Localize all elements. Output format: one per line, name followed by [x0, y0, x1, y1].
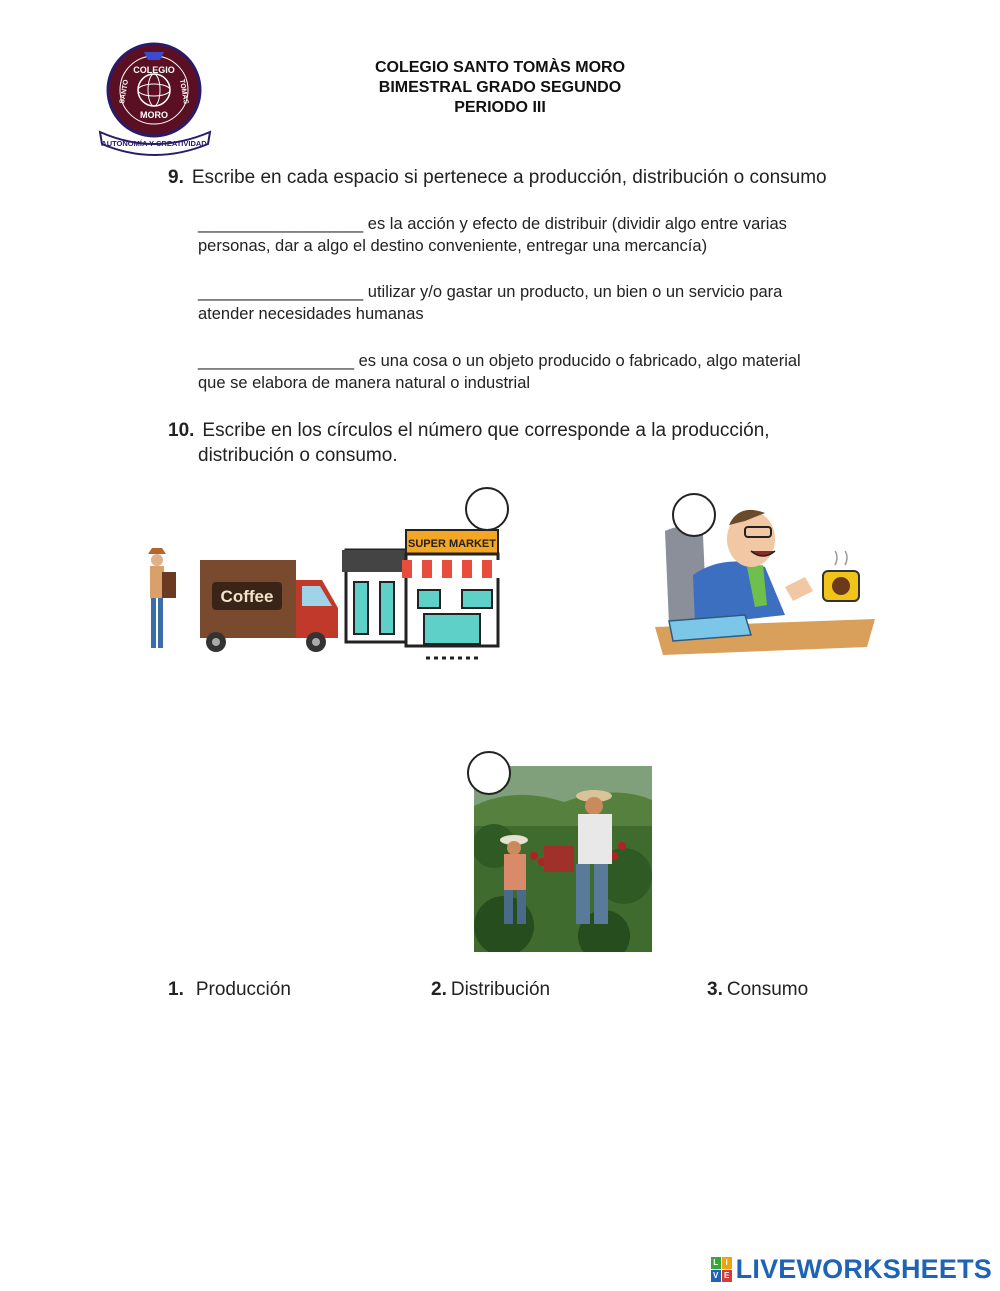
- logo-text-right: TOMAS: [177, 78, 190, 105]
- answer-circle-production[interactable]: [467, 751, 511, 795]
- legend-item-3: [707, 978, 808, 1002]
- question-9-title: [168, 165, 827, 190]
- legend-number-1: 1.: [168, 979, 184, 1000]
- legend-label-3: Consumo: [726, 979, 809, 1000]
- coffee-truck: [200, 560, 338, 652]
- q9-item-2: [198, 281, 878, 325]
- store-sign: SUPER MARKET: [407, 538, 497, 550]
- legend-item-1: [168, 978, 291, 1002]
- distribution-image: [140, 510, 505, 665]
- school-header: [300, 58, 700, 118]
- q9-item-2-line1: utilizar y/o gastar un producto, un bien o un servicio para: [363, 283, 783, 301]
- liveworksheets-brand[interactable]: [711, 1254, 992, 1285]
- brand-cubes-icon: L I V E: [711, 1257, 732, 1282]
- legend-label-2: Distribución: [450, 979, 551, 1000]
- answer-circle-distribution[interactable]: [465, 487, 509, 531]
- question-10-line2: distribución o consumo.: [198, 445, 398, 466]
- logo-text-top: COLEGIO: [133, 65, 175, 75]
- exam-title: BIMESTRAL GRADO SEGUNDO: [378, 79, 622, 96]
- logo-text-bottom: MORO: [140, 110, 168, 120]
- question-10-line1: Escribe en los círculos el número que corresponde a la producción,: [202, 420, 770, 441]
- question-9-text: Escribe en cada espacio si pertenece a producción, distribución o consumo: [191, 167, 827, 188]
- answer-input-distribution[interactable]: [467, 489, 507, 529]
- supermarket-building: [342, 530, 502, 658]
- legend-label-1: Producción: [195, 979, 291, 1000]
- q9-item-3: [198, 350, 878, 394]
- legend-item-2: [431, 978, 550, 1002]
- q9-item-2-line2: atender necesidades humanas: [198, 305, 424, 323]
- q9-item-1-line1: es la acción y efecto de distribuir (dividir algo entre varias: [363, 215, 787, 233]
- school-logo: [96, 40, 214, 160]
- answer-input-production[interactable]: [469, 753, 509, 793]
- q9-item-1: [198, 213, 878, 257]
- production-image: [474, 766, 652, 952]
- q9-blank-2[interactable]: __________________: [198, 283, 364, 301]
- question-10-title: [168, 418, 770, 443]
- q9-item-1-line2: personas, dar a algo el destino conveniente, entregar una mercancía): [198, 237, 708, 255]
- brand-name: LIVEWORKSHEETS: [735, 1254, 992, 1284]
- q9-blank-1[interactable]: __________________: [198, 215, 364, 233]
- q9-blank-3[interactable]: _________________: [198, 352, 355, 370]
- period-label: PERIODO III: [454, 99, 546, 116]
- truck-label: Coffee: [220, 587, 274, 606]
- question-10-number: 10.: [168, 420, 195, 441]
- answer-input-consumption[interactable]: [674, 495, 714, 535]
- question-9-number: 9.: [168, 167, 184, 188]
- legend-number-2: 2.: [431, 979, 447, 1000]
- logo-banner: AUTONOMÍA Y CREATIVIDAD: [101, 139, 207, 148]
- answer-circle-consumption[interactable]: [672, 493, 716, 537]
- legend-number-3: 3.: [707, 979, 723, 1000]
- farmer-figure: [148, 548, 176, 648]
- logo-text-left: SANTO: [118, 79, 131, 105]
- q9-item-3-line1: es una cosa o un objeto producido o fabricado, algo material: [354, 352, 801, 370]
- school-name: COLEGIO SANTO TOMÀS MORO: [374, 59, 626, 76]
- q9-item-3-line2: que se elabora de manera natural o industrial: [198, 374, 531, 392]
